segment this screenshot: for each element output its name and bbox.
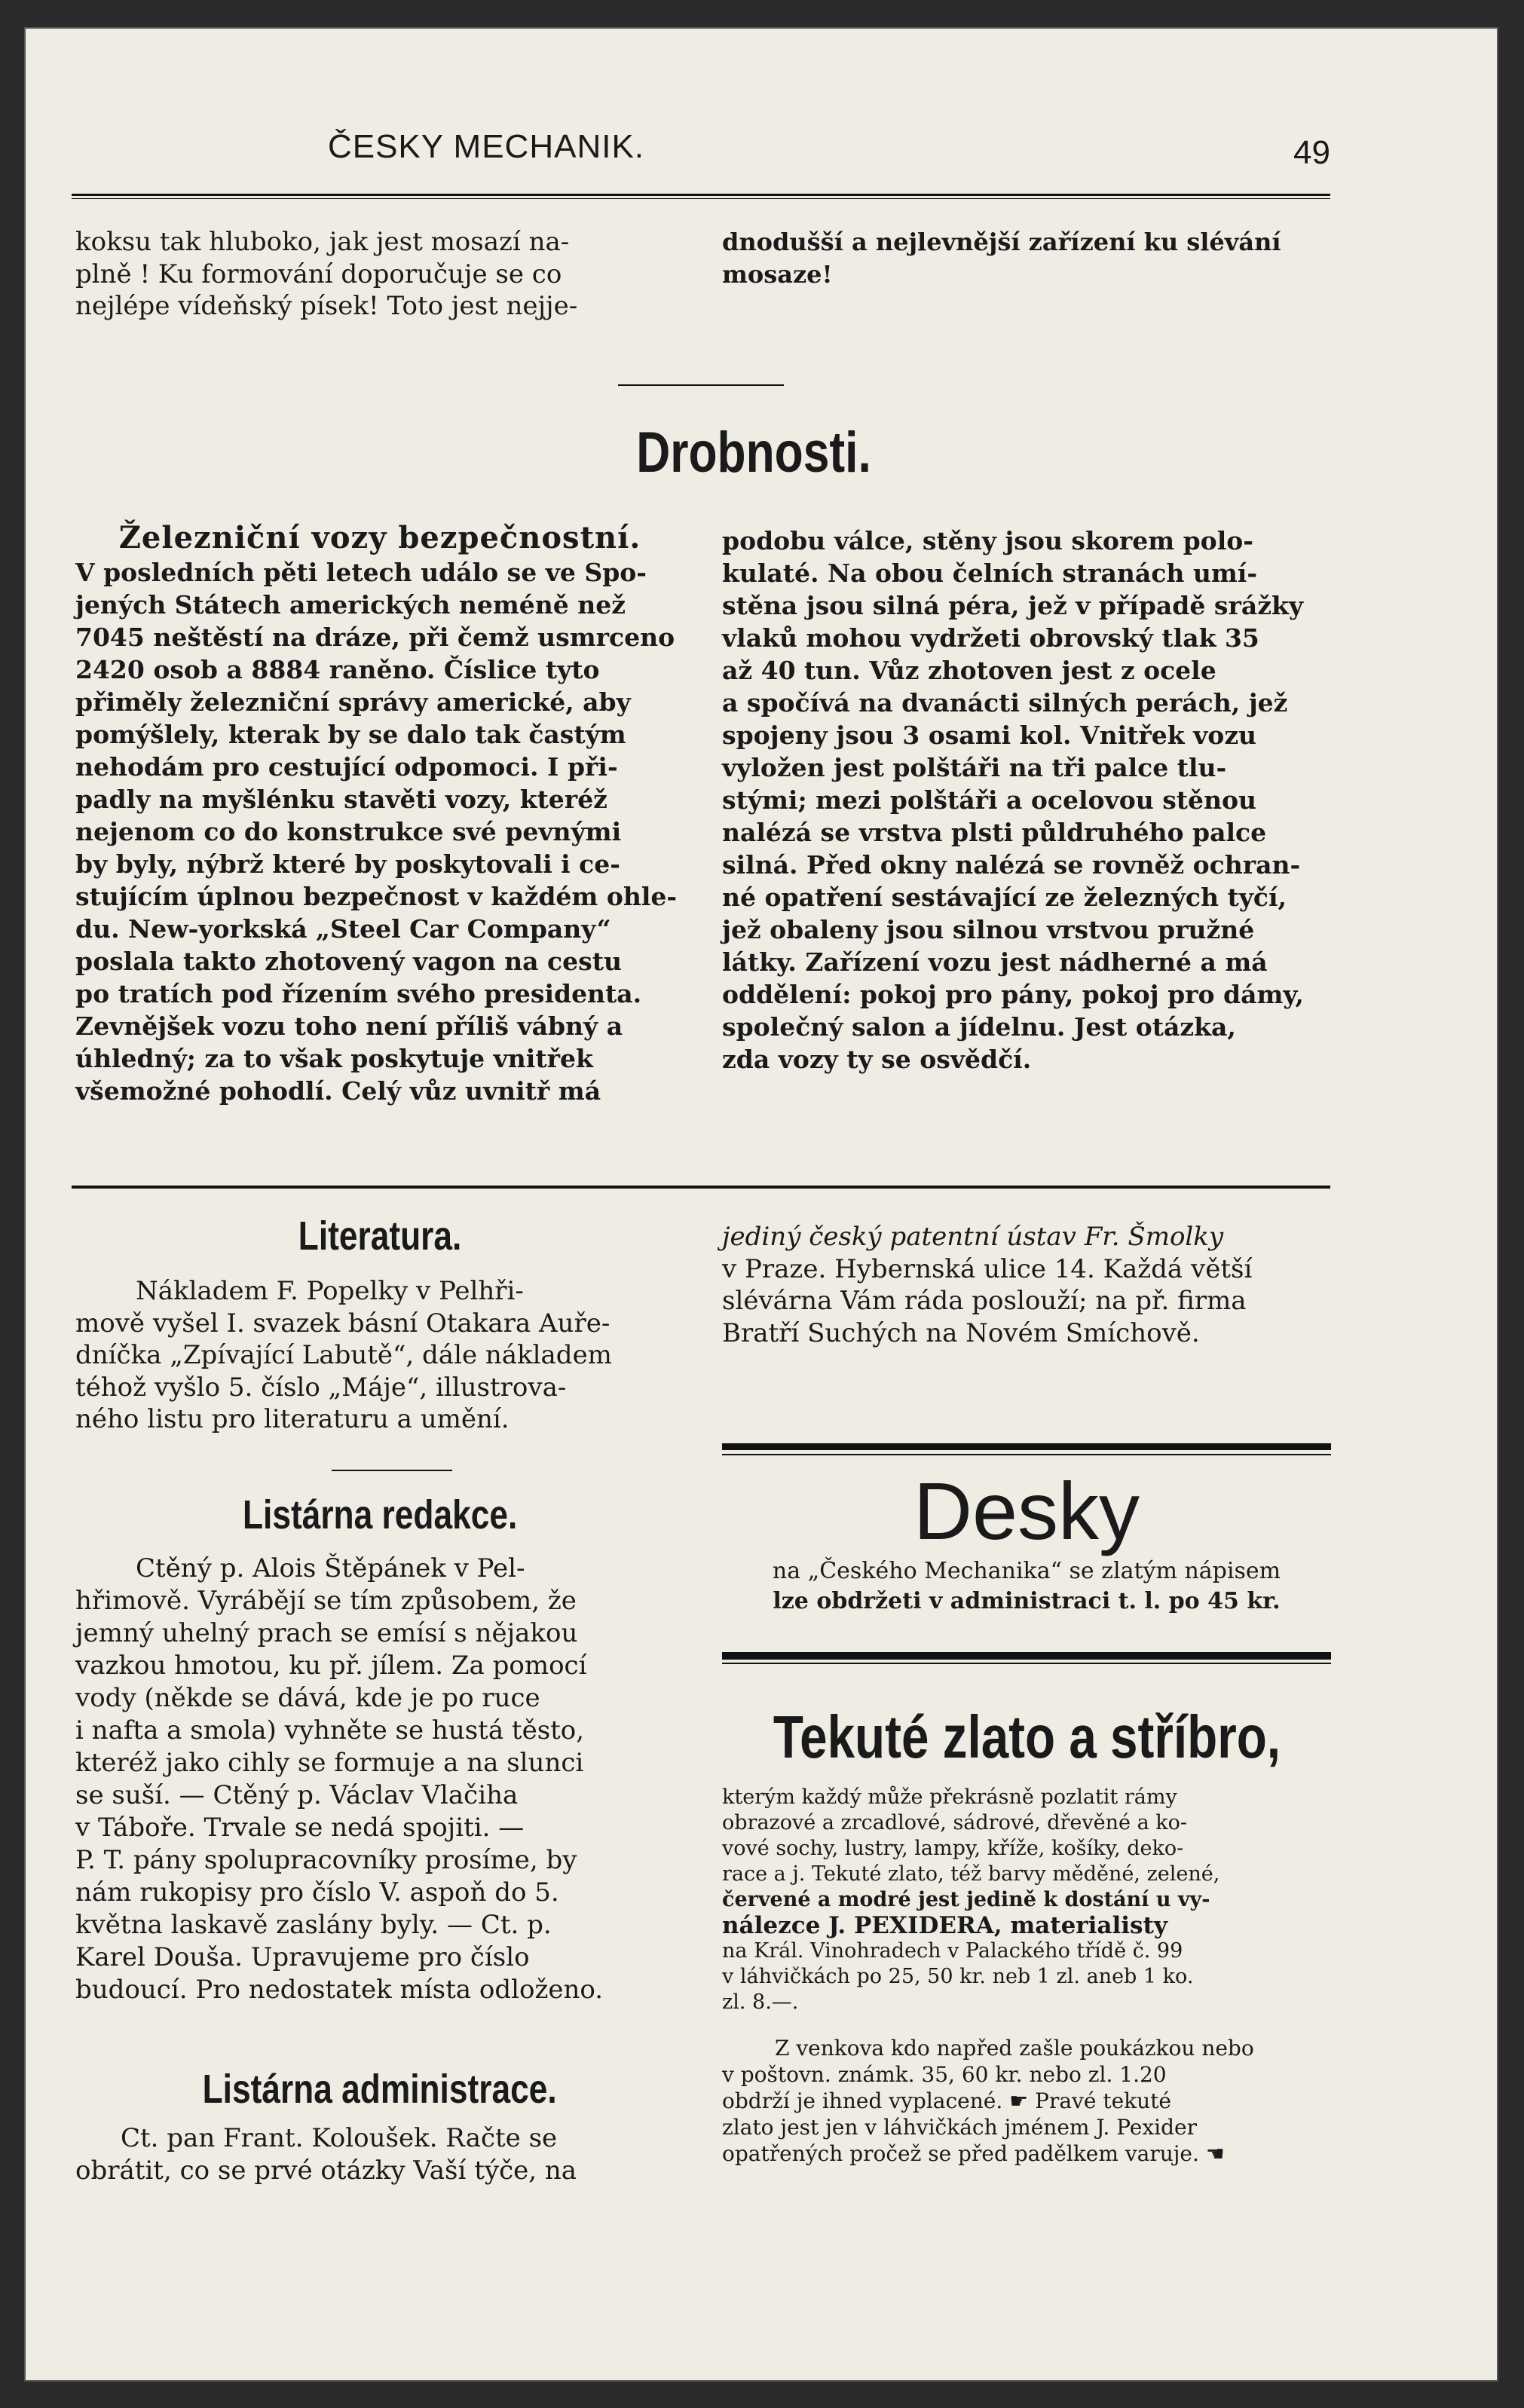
journal-title: ČESKY MECHANIK. bbox=[327, 128, 645, 165]
text-line: vyložen jest polštáři na tři palce tlu- bbox=[722, 753, 1227, 782]
text-line: se suší. — Ctěný p. Václav Vlačiha bbox=[75, 1780, 519, 1810]
text-line: nehodám pro cestující odpomoci. I při- bbox=[75, 752, 618, 782]
section-heading-drobnosti: Drobnosti. bbox=[636, 421, 871, 485]
text-line: poslala takto zhotovený vagon na cestu bbox=[75, 947, 622, 976]
text-line: května laskavě zaslány byly. — Ct. p. bbox=[75, 1910, 552, 1940]
text-line: mově vyšel I. svazek básní Otakara Auře- bbox=[75, 1308, 611, 1339]
ad-desky-line1: na „Českého Mechanika“ se zlatým nápisem bbox=[772, 1558, 1281, 1584]
divider bbox=[618, 384, 784, 386]
text-line: nalézá se vrstva plsti půldruhého palce bbox=[722, 818, 1267, 847]
listarna-administrace-text bbox=[75, 2122, 684, 2186]
text-line: slévárna Vám ráda poslouží; na př. firma bbox=[722, 1286, 1247, 1316]
page-header bbox=[72, 128, 1330, 188]
text-line: zda vozy ty se osvědčí. bbox=[722, 1045, 1032, 1074]
text-line: na Král. Vinohradech v Palackého třídě č. 99 bbox=[722, 1939, 1183, 1963]
text-line: du. New-yorkská „Steel Car Company“ bbox=[75, 914, 611, 944]
text-line: Ctěný p. Alois Štěpánek v Pel- bbox=[136, 1553, 525, 1583]
text-line: kterým každý může překrásně pozlatit rámy bbox=[722, 1785, 1177, 1809]
page-number: 49 bbox=[1293, 134, 1330, 171]
text-line: Zevnějšek vozu toho není příliš vábný a bbox=[75, 1011, 623, 1041]
text-line: jených Státech amerických neméně než bbox=[75, 590, 626, 620]
text-line: zl. 8.—. bbox=[722, 1990, 799, 2014]
page bbox=[26, 29, 1497, 2380]
text-line: obrátit, co se prvé otázky Vaší týče, na bbox=[75, 2155, 577, 2186]
text-line: stými; mezi polštáři a ocelovou stěnou bbox=[722, 785, 1257, 815]
header-rule bbox=[72, 194, 1330, 196]
text-line: Nákladem F. Popelky v Pelhři- bbox=[136, 1276, 524, 1306]
section-heading-literatura: Literatura. bbox=[298, 1213, 462, 1259]
text-line: přiměly železniční správy americké, aby bbox=[75, 687, 631, 717]
text-line: všemožné pohodlí. Celý vůz uvnitř má bbox=[75, 1076, 601, 1106]
text-line: dnodušší a nejlevnější zařízení ku slévání bbox=[722, 228, 1281, 256]
text-line: červené a modré jest jedině k dostání u vy- bbox=[722, 1888, 1210, 1911]
text-line: race a j. Tekuté zlato, též barvy měděné, zelené, bbox=[722, 1862, 1220, 1886]
text-line: vové sochy, lustry, lampy, kříže, košíky, deko- bbox=[722, 1837, 1184, 1860]
text-line: oddělení: pokoj pro pány, pokoj pro dámy, bbox=[722, 980, 1304, 1009]
text-line: jemný uhelný prach se emísí s nějakou bbox=[75, 1618, 578, 1648]
ad-rule-middle bbox=[722, 1652, 1331, 1660]
text-line: látky. Zařízení vozu jest nádherné a má bbox=[722, 947, 1268, 977]
text-line: Bratří Suchých na Novém Smíchově. bbox=[722, 1317, 1200, 1348]
ad-zlato-title: Tekuté zlato a stříbro, bbox=[773, 1703, 1281, 1770]
divider bbox=[332, 1470, 452, 1471]
text-line: společný salon a jídelnu. Jest otázka, bbox=[722, 1012, 1236, 1042]
text-line: v poštovn. známk. 35, 60 kr. nebo zl. 1.20 bbox=[722, 2062, 1167, 2087]
text-line: 2420 osob a 8884 raněno. Číslice tyto bbox=[75, 655, 600, 684]
text-line: zlato jest jen v láhvičkách jménem J. Pexider bbox=[722, 2115, 1197, 2140]
text-line: V posledních pěti letech událo se ve Spo- bbox=[75, 558, 647, 587]
text-line: v Táboře. Trvale se nedá spojiti. — bbox=[75, 1813, 525, 1843]
literatura-text bbox=[75, 1275, 684, 1436]
text-line: jediný český patentní ústav Fr. Šmolky bbox=[722, 1222, 1224, 1252]
text-line: spojeny jsou 3 osami kol. Vnitřek vozu bbox=[722, 721, 1257, 750]
text-line: opatřených pročež se před padělkem varuje. ☚ bbox=[722, 2141, 1225, 2166]
text-line: podobu válce, stěny jsou skorem polo- bbox=[722, 526, 1253, 555]
listarna-redakce-text bbox=[75, 1553, 684, 2006]
section-heading-listarna-administrace: Listárna administrace. bbox=[202, 2067, 558, 2112]
ad-rule-top bbox=[722, 1443, 1331, 1450]
text-line: obdrží je ihned vyplacené. ☛ Pravé tekuté bbox=[722, 2088, 1171, 2113]
text-line: nejlépe vídeňský písek! Toto jest nejje- bbox=[75, 291, 578, 321]
text-line: vody (někde se dává, kde je po ruce bbox=[75, 1683, 540, 1713]
text-line: vlaků mohou vydržeti obrovský tlak 35 bbox=[722, 623, 1259, 653]
text-line: plně ! Ku formování doporučuje se co bbox=[75, 259, 562, 289]
text-line: padly na myšlénku stavěti vozy, kteréž bbox=[75, 785, 607, 814]
text-line: téhož vyšlo 5. číslo „Máje“, illustrova- bbox=[75, 1372, 567, 1403]
section-heading-listarna-redakce: Listárna redakce. bbox=[242, 1492, 518, 1538]
text-line: P. T. pány spolupracovníky prosíme, by bbox=[75, 1845, 577, 1875]
ad-zlato-text bbox=[722, 1785, 1331, 2015]
top-right-text bbox=[722, 226, 1331, 290]
text-line: pomýšlely, kterak by se dalo tak častým bbox=[75, 720, 626, 749]
ad-desky-line2: lze obdržeti v administraci t. l. po 45 kr. bbox=[773, 1588, 1281, 1614]
text-line: koksu tak hluboko, jak jest mosazí na- bbox=[75, 227, 570, 257]
top-left-text bbox=[75, 226, 684, 323]
text-line: 7045 neštěstí na dráze, při čemž usmrceno bbox=[75, 623, 675, 652]
text-line: mosaze! bbox=[722, 259, 833, 289]
text-line: stujícím úplnou bezpečnost v každém ohle- bbox=[75, 882, 678, 911]
text-line: vazkou hmotou, ku př. jílem. Za pomocí bbox=[75, 1651, 587, 1681]
text-line: v Praze. Hybernská ulice 14. Každá větší bbox=[722, 1253, 1253, 1284]
text-line: stěna jsou silná péra, jež v případě srážky bbox=[722, 591, 1303, 620]
text-line: Karel Douša. Upravujeme pro číslo bbox=[75, 1942, 530, 1972]
text-line: nejenom co do konstrukce své pevnými bbox=[75, 817, 622, 846]
text-line: obrazové a zrcadlové, sádrové, dřevěné a ko- bbox=[722, 1811, 1188, 1834]
text-line: budoucí. Pro nedostatek místa odloženo. bbox=[75, 1975, 604, 2005]
text-line: Z venkova kdo napřed zašle poukázkou nebo bbox=[775, 2036, 1254, 2061]
text-line: hřimově. Vyrábějí se tím způsobem, že bbox=[75, 1586, 577, 1616]
text-line: kulaté. Na obou čelních stranách umí- bbox=[722, 558, 1258, 588]
text-line: po tratích pod řízením svého presidenta. bbox=[75, 979, 642, 1008]
text-line: až 40 tun. Vůz zhotoven jest z ocele bbox=[722, 656, 1216, 685]
text-line: nám rukopisy pro číslo V. aspoň do 5. bbox=[75, 1877, 559, 1908]
text-line: a spočívá na dvanácti silných perách, jež bbox=[722, 688, 1288, 718]
ad-desky bbox=[722, 1466, 1331, 1617]
text-line: v láhvičkách po 25, 50 kr. neb 1 zl. aneb 1 ko. bbox=[722, 1965, 1194, 1988]
text-line: Ct. pan Frant. Koloušek. Račte se bbox=[121, 2123, 558, 2153]
right-continuation-text bbox=[722, 1221, 1331, 1349]
text-line: kteréž jako cihly se formuje a na slunci bbox=[75, 1748, 584, 1778]
text-line: i nafta a smola) vyhněte se hustá těsto, bbox=[75, 1715, 585, 1746]
text-line: né opatření sestávající ze železných tyčí, bbox=[722, 883, 1287, 912]
text-line: nálezce J. PEXIDERA, materialisty bbox=[722, 1912, 1167, 1939]
text-line: silná. Před okny nalézá se rovněž ochran- bbox=[722, 850, 1301, 880]
header-rule-thin bbox=[72, 198, 1330, 199]
section-rule bbox=[72, 1186, 1330, 1189]
article-title: Železniční vozy bezpečnostní. bbox=[118, 520, 641, 555]
text-line: jež obaleny jsou silnou vrstvou pružné bbox=[722, 915, 1255, 944]
ad-rule-top-thin bbox=[722, 1454, 1331, 1455]
ad-desky-title: Desky bbox=[913, 1465, 1140, 1556]
text-line: úhledný; za to však poskytuje vnitřek bbox=[75, 1044, 593, 1073]
article-right-column bbox=[722, 525, 1331, 1075]
text-line: by byly, nýbrž které by poskytovali i ce- bbox=[75, 849, 620, 879]
text-line: dníčka „Zpívající Labutě“, dále nákladem bbox=[75, 1340, 612, 1370]
text-line: ného listu pro literaturu a umění. bbox=[75, 1404, 510, 1434]
article-left-column bbox=[75, 556, 684, 1107]
ad-rule-middle-thin bbox=[722, 1663, 1331, 1664]
ad-zlato-venkov-text bbox=[722, 2035, 1331, 2167]
